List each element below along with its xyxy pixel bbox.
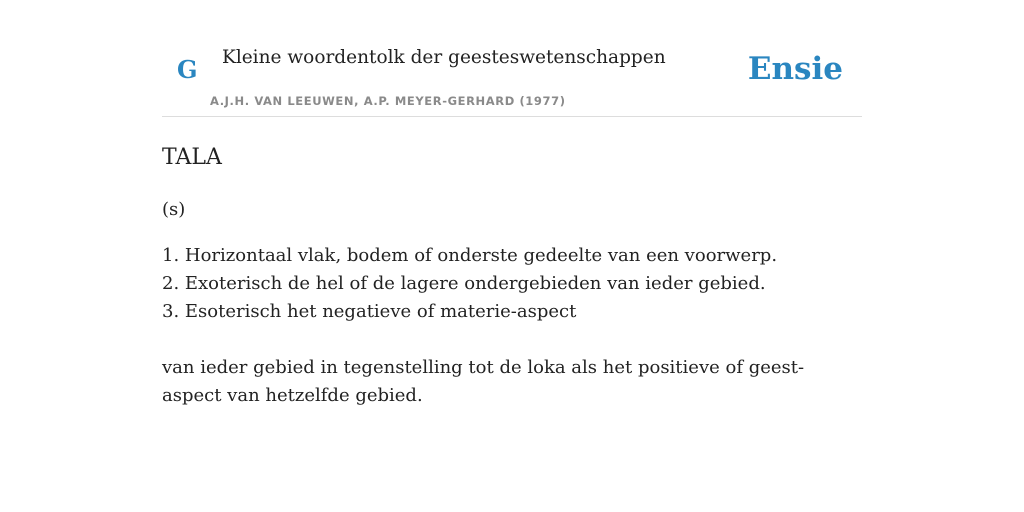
grammar-label: (s) — [162, 199, 186, 220]
definition-paragraph: van ieder gebied in tegenstelling tot de loka als het positieve of geest-aspect van hetzelfde gebied. — [162, 357, 805, 406]
page-header — [162, 0, 862, 117]
definition-item: 3. Esoterisch het negatieve of materie-aspect — [162, 301, 577, 322]
book-title-link[interactable]: Kleine woordentolk der geesteswetenschappen — [222, 47, 666, 68]
page-container — [162, 0, 862, 512]
book-authors: A.J.H. VAN LEEUWEN, A.P. MEYER-GERHARD (1977) — [210, 94, 566, 108]
source-logo[interactable]: G — [177, 55, 198, 84]
definition-item: 1. Horizontaal vlak, bodem of onderste gedeelte van een voorwerp. — [162, 245, 778, 266]
ensie-logo-link[interactable]: Ensie — [747, 51, 843, 87]
definition-item: 2. Exoterisch de hel of de lagere ondergebieden van ieder gebied. — [162, 273, 766, 294]
definition-list — [162, 242, 862, 326]
entry-content — [162, 144, 862, 410]
entry-headword: TALA — [162, 145, 222, 170]
